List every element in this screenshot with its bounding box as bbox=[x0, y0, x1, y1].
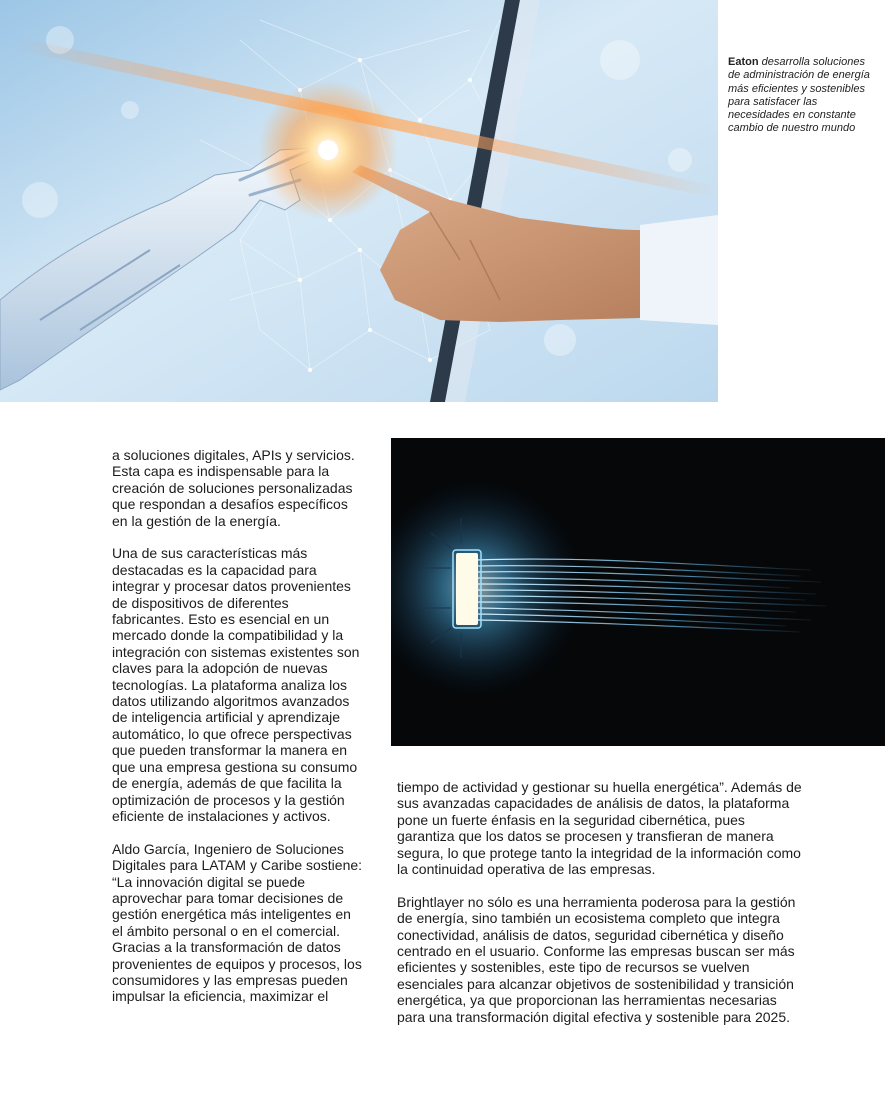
body-column-right bbox=[397, 779, 805, 1041]
paragraph: a soluciones digitales, APIs y servicios. Esta capa es indispensable para la creación de soluciones personalizadas que respondan a desafíos específicos en la gestión de la energía. bbox=[112, 447, 355, 529]
paragraph: Una de sus características más destacadas es la capacidad para integrar y procesar datos provenientes de dispositivos de diferentes fabricantes. Esto es esencial en un mercado donde la compatibilidad y la integración con sistemas existentes son claves para la adopción de nuevas tecnologías. La plataforma analiza los datos utilizando algoritmos avanzados de inteligencia artificial y aprendizaje automático, lo que ofrece perspectivas que pueden transformar la manera en que una empresa gestiona su consumo de energía, además de que facilita la optimización de procesos y la gestión eficiente de instalaciones y activos. bbox=[112, 545, 360, 824]
chip-fiber-illustration bbox=[391, 438, 885, 746]
robot-human-touch-illustration bbox=[0, 0, 718, 402]
fiber-optic-image bbox=[391, 438, 885, 746]
paragraph: tiempo de actividad y gestionar su huella energética”. Además de sus avanzadas capacidades de análisis de datos, la plataforma pone un fuerte énfasis en la seguridad cibernética, pues garantiza que los datos se procesen y transfieran de manera segura, lo que protege tanto la integridad de la información como la continuidad operativa de las empresas. bbox=[397, 779, 802, 878]
body-column-left bbox=[112, 447, 364, 1021]
paragraph: Aldo García, Ingeniero de Soluciones Digitales para LATAM y Caribe sostiene: “La innovación digital se puede aprovechar para tomar decisiones de gestión energética más inteligentes en el ámbito personal o en el comercial. Gracias a la transformación de datos provenientes de equipos y procesos, los consumidores y las empresas pueden impulsar la eficiencia, maximizar el bbox=[112, 840, 363, 1005]
caption-text: desarrolla soluciones de administración de energía más eficientes y sostenibles para satisfacer las necesidades en constante cambio de nuestro mundo bbox=[728, 56, 870, 135]
hero-image bbox=[0, 0, 718, 402]
paragraph: Brightlayer no sólo es una herramienta poderosa para la gestión de energía, sino también un ecosistema completo que integra conectividad, análisis de datos, seguridad cibernética y diseño centrado en el usuario. Conforme las empresas buscan ser más eficientes y sostenibles, este tipo de recursos se vuelven esenciales para alcanzar objetivos de sostenibilidad y transición energética, ya que proporcionan las herramientas necesarias para una transformación digital efectiva y sostenible para 2025. bbox=[397, 893, 796, 1025]
image-caption bbox=[728, 56, 878, 136]
caption-brand: Eaton bbox=[728, 56, 759, 68]
